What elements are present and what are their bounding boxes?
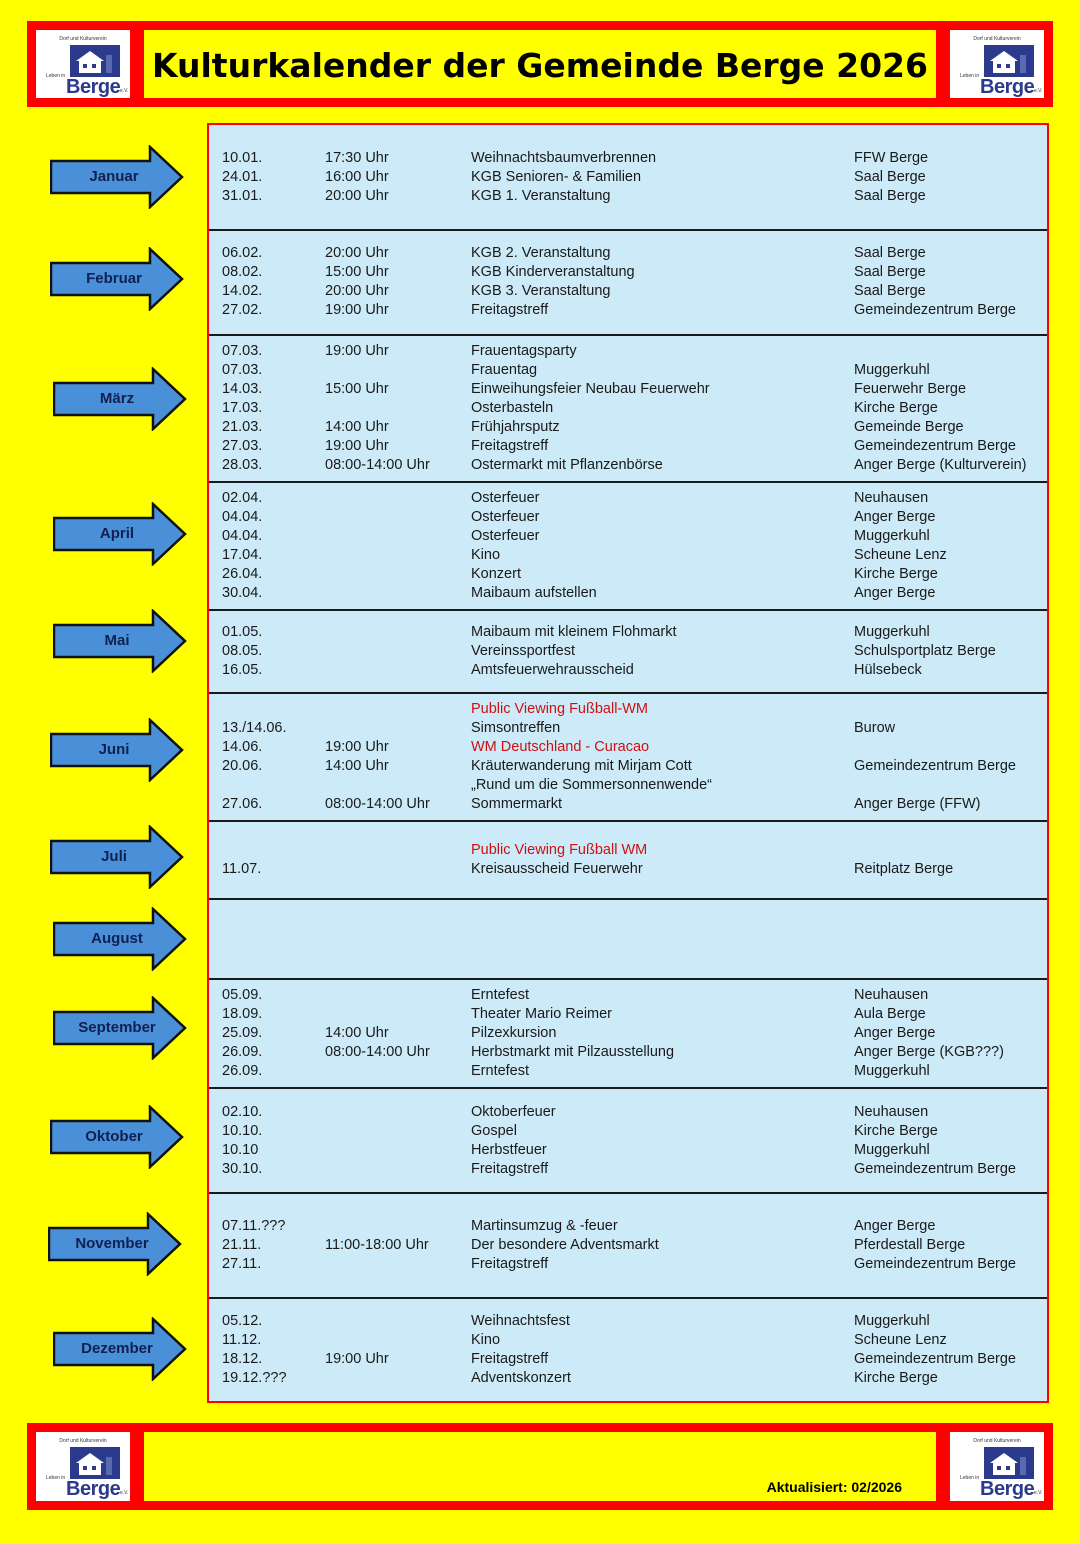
event-row <box>209 1332 1047 1351</box>
event-row <box>209 1104 1047 1123</box>
event-time: 15:00 Uhr <box>325 381 389 397</box>
event-place: Kirche Berge <box>854 400 938 416</box>
event-time: 08:00-14:00 Uhr <box>325 796 430 812</box>
event-row <box>209 1063 1047 1082</box>
month-section <box>209 1298 1047 1401</box>
event-date: 27.03. <box>222 438 263 454</box>
event-date: 26.09. <box>222 1063 263 1079</box>
event-title: Frauentagsparty <box>471 343 577 359</box>
event-title: Ostermarkt mit Pflanzenbörse <box>471 457 663 473</box>
event-row <box>209 842 1047 861</box>
event-place: Saal Berge <box>854 264 926 280</box>
event-place: Saal Berge <box>854 283 926 299</box>
event-title: Der besondere Adventsmarkt <box>471 1237 659 1253</box>
event-date: 27.11. <box>222 1256 262 1272</box>
event-row <box>209 1044 1047 1063</box>
month-label: März <box>99 390 135 407</box>
event-place: Reitplatz Berge <box>854 861 954 877</box>
event-title: KGB Senioren- & Familien <box>471 169 642 185</box>
event-place: Anger Berge (KGB???) <box>854 1044 1004 1060</box>
event-date: 14.02. <box>222 283 263 299</box>
event-title: Adventskonzert <box>471 1370 571 1386</box>
event-title: Maibaum mit kleinem Flohmarkt <box>471 624 677 640</box>
logo-ev-text: e.V. <box>1034 88 1043 94</box>
event-row <box>209 1351 1047 1370</box>
event-row <box>209 343 1047 362</box>
month-label: Juni <box>98 741 130 758</box>
event-title: Public Viewing Fußball WM <box>471 842 648 858</box>
event-title: Public Viewing Fußball-WM <box>471 701 649 717</box>
month-arrow <box>53 367 189 431</box>
event-date: 19.12.??? <box>222 1370 287 1386</box>
event-row <box>209 400 1047 419</box>
month-label: Dezember <box>81 1340 153 1357</box>
month-arrow <box>53 502 189 566</box>
event-place: Burow <box>854 720 896 736</box>
event-date: 21.11. <box>222 1237 262 1253</box>
event-row <box>209 302 1047 321</box>
month-section <box>209 821 1047 899</box>
event-title: Gospel <box>471 1123 517 1139</box>
month-arrow <box>53 996 189 1060</box>
month-arrow <box>50 825 186 889</box>
event-title: Kräuterwanderung mit Mirjam Cott <box>471 758 692 774</box>
event-date: 26.04. <box>222 566 263 582</box>
event-date: 14.03. <box>222 381 263 397</box>
event-title: Herbstmarkt mit Pilzausstellung <box>471 1044 675 1060</box>
month-section <box>209 335 1047 482</box>
event-place: Muggerkuhl <box>854 1063 930 1079</box>
event-time: 20:00 Uhr <box>325 245 389 261</box>
event-date: 07.03. <box>222 343 263 359</box>
event-place: Aula Berge <box>854 1006 926 1022</box>
month-arrow <box>53 1317 189 1381</box>
event-place: Neuhausen <box>854 1104 929 1120</box>
event-title: Freitagstreff <box>471 302 549 318</box>
event-title: Kreisausscheid Feuerwehr <box>471 861 643 877</box>
event-date: 01.05. <box>222 624 263 640</box>
event-date: 08.05. <box>222 643 263 659</box>
event-row <box>209 245 1047 264</box>
event-place: Neuhausen <box>854 987 929 1003</box>
event-date: 24.01. <box>222 169 263 185</box>
event-place: Gemeindezentrum Berge <box>854 1161 1016 1177</box>
house-icon <box>984 45 1034 77</box>
event-title: KGB 3. Veranstaltung <box>471 283 611 299</box>
month-section <box>209 899 1047 979</box>
event-row <box>209 264 1047 283</box>
event-row <box>209 1256 1047 1275</box>
month-label: April <box>99 525 135 542</box>
house-icon <box>70 45 120 77</box>
event-title: WM Deutschland - Curacao <box>471 739 650 755</box>
event-place: Kirche Berge <box>854 566 938 582</box>
event-title: Oktoberfeuer <box>471 1104 556 1120</box>
event-title: Herbstfeuer <box>471 1142 547 1158</box>
event-place: Muggerkuhl <box>854 1313 930 1329</box>
event-date: 13./14.06. <box>222 720 287 736</box>
event-date: 27.06. <box>222 796 263 812</box>
event-date: 30.10. <box>222 1161 263 1177</box>
event-date: 16.05. <box>222 662 263 678</box>
event-date: 06.02. <box>222 245 263 261</box>
logo-ev-text: e.V. <box>1034 1490 1043 1496</box>
event-date: 05.12. <box>222 1313 263 1329</box>
event-title: Osterfeuer <box>471 528 540 544</box>
section-divider <box>209 229 1047 231</box>
event-title: Vereinssportfest <box>471 643 575 659</box>
event-title: Freitagstreff <box>471 438 549 454</box>
event-title: Osterfeuer <box>471 509 540 525</box>
month-arrow <box>50 145 186 209</box>
event-place: Gemeindezentrum Berge <box>854 302 1016 318</box>
event-date: 10.10 <box>222 1142 259 1158</box>
month-arrow <box>50 718 186 782</box>
event-title: Maibaum aufstellen <box>471 585 597 601</box>
event-time: 19:00 Uhr <box>325 739 389 755</box>
event-date: 17.03. <box>222 400 263 416</box>
event-time: 20:00 Uhr <box>325 188 389 204</box>
event-date: 10.10. <box>222 1123 263 1139</box>
event-row <box>209 1161 1047 1180</box>
event-row <box>209 438 1047 457</box>
logo-word: Berge <box>980 1478 1035 1500</box>
section-divider <box>209 334 1047 336</box>
event-place: Neuhausen <box>854 490 929 506</box>
event-row <box>209 861 1047 880</box>
event-place: Saal Berge <box>854 188 926 204</box>
event-place: Anger Berge <box>854 1025 936 1041</box>
event-row <box>209 1237 1047 1256</box>
event-title: Pilzexkursion <box>471 1025 557 1041</box>
event-row <box>209 381 1047 400</box>
logo-word: Berge <box>66 1478 121 1500</box>
event-title: KGB 2. Veranstaltung <box>471 245 611 261</box>
event-row <box>209 547 1047 566</box>
event-place: Anger Berge <box>854 1218 936 1234</box>
event-row <box>209 585 1047 604</box>
event-title: Osterfeuer <box>471 490 540 506</box>
event-date: 18.09. <box>222 1006 263 1022</box>
month-label: Mai <box>104 632 130 649</box>
month-section <box>209 482 1047 610</box>
event-title: Weihnachtsbaumverbrennen <box>471 150 657 166</box>
event-place: Gemeindezentrum Berge <box>854 758 1016 774</box>
month-section <box>209 610 1047 693</box>
event-time: 14:00 Uhr <box>325 419 389 435</box>
event-title: Freitagstreff <box>471 1256 549 1272</box>
event-row <box>209 987 1047 1006</box>
logo-ev-text: e.V. <box>120 1490 129 1496</box>
event-row <box>209 1313 1047 1332</box>
header-bar <box>27 21 1053 107</box>
event-title: Einweihungsfeier Neubau Feuerwehr <box>471 381 710 397</box>
event-place: Scheune Lenz <box>854 547 947 563</box>
event-title: Freitagstreff <box>471 1351 549 1367</box>
logo-leben-text: Leben in <box>46 1475 66 1481</box>
event-row <box>209 1123 1047 1142</box>
event-time: 11:00-18:00 Uhr <box>325 1237 429 1253</box>
month-arrow <box>53 907 189 971</box>
event-row <box>209 1142 1047 1161</box>
month-label: Februar <box>86 270 142 287</box>
event-title: „Rund um die Sommersonnenwende“ <box>471 777 712 793</box>
month-section <box>209 125 1047 230</box>
event-date: 10.01. <box>222 150 263 166</box>
event-place: Anger Berge <box>854 509 936 525</box>
event-date: 18.12. <box>222 1351 263 1367</box>
event-place: Kirche Berge <box>854 1370 938 1386</box>
event-place: Gemeindezentrum Berge <box>854 438 1016 454</box>
event-date: 28.03. <box>222 457 263 473</box>
event-date: 14.06. <box>222 739 263 755</box>
month-section <box>209 693 1047 821</box>
logo-leben-text: Leben in <box>46 73 66 79</box>
event-place: Schulsportplatz Berge <box>854 643 996 659</box>
logo-leben-text: Leben in <box>960 73 980 79</box>
event-date: 17.04. <box>222 547 263 563</box>
month-arrow <box>53 609 189 673</box>
logo-org-text: Dorf und Kulturverein <box>973 36 1021 42</box>
event-place: FFW Berge <box>854 150 929 166</box>
event-time: 19:00 Uhr <box>325 438 389 454</box>
section-divider <box>209 898 1047 900</box>
month-section <box>209 1193 1047 1298</box>
event-date: 30.04. <box>222 585 263 601</box>
house-icon <box>70 1447 120 1479</box>
event-date: 08.02. <box>222 264 263 280</box>
event-title: Weihnachtsfest <box>471 1313 570 1329</box>
page-title: Kulturkalender der Gemeinde Berge 2026 <box>152 46 928 85</box>
event-place: Scheune Lenz <box>854 1332 947 1348</box>
event-row <box>209 1370 1047 1389</box>
event-place: Gemeindezentrum Berge <box>854 1351 1016 1367</box>
event-row <box>209 362 1047 381</box>
event-date: 21.03. <box>222 419 263 435</box>
event-title: Freitagstreff <box>471 1161 549 1177</box>
month-section <box>209 1088 1047 1193</box>
event-row <box>209 528 1047 547</box>
event-place: Anger Berge (FFW) <box>854 796 981 812</box>
logo-org-text: Dorf und Kulturverein <box>59 36 107 42</box>
event-place: Feuerwehr Berge <box>854 381 967 397</box>
event-place: Gemeinde Berge <box>854 419 964 435</box>
month-label: November <box>75 1235 149 1252</box>
event-title: Erntefest <box>471 1063 530 1079</box>
event-time: 14:00 Uhr <box>325 758 389 774</box>
event-title: Simsontreffen <box>471 720 561 736</box>
event-date: 02.10. <box>222 1104 263 1120</box>
event-date: 11.12. <box>222 1332 262 1348</box>
event-date: 02.04. <box>222 490 263 506</box>
event-place: Muggerkuhl <box>854 362 930 378</box>
event-row <box>209 701 1047 720</box>
event-place: Muggerkuhl <box>854 1142 930 1158</box>
event-row <box>209 490 1047 509</box>
footer-box <box>144 1432 936 1501</box>
logo <box>950 1432 1044 1501</box>
month-label: August <box>91 930 143 947</box>
event-date: 04.04. <box>222 528 263 544</box>
event-row <box>209 720 1047 739</box>
event-row <box>209 188 1047 207</box>
event-time: 16:00 Uhr <box>325 169 389 185</box>
month-label: Juli <box>101 848 127 865</box>
event-time: 08:00-14:00 Uhr <box>325 1044 430 1060</box>
event-row <box>209 1006 1047 1025</box>
month-section <box>209 230 1047 335</box>
logo-word: Berge <box>66 76 121 98</box>
event-date: 05.09. <box>222 987 263 1003</box>
event-time: 17:30 Uhr <box>325 150 389 166</box>
section-divider <box>209 1297 1047 1299</box>
event-place: Saal Berge <box>854 169 926 185</box>
logo-org-text: Dorf und Kulturverein <box>59 1438 107 1444</box>
event-row <box>209 777 1047 796</box>
event-row <box>209 283 1047 302</box>
event-row <box>209 1218 1047 1237</box>
logo-ev-text: e.V. <box>120 88 129 94</box>
event-row <box>209 624 1047 643</box>
event-row <box>209 150 1047 169</box>
event-row <box>209 457 1047 476</box>
event-row <box>209 796 1047 815</box>
event-time: 08:00-14:00 Uhr <box>325 457 430 473</box>
event-time: 19:00 Uhr <box>325 302 389 318</box>
event-time: 15:00 Uhr <box>325 264 389 280</box>
section-divider <box>209 820 1047 822</box>
section-divider <box>209 481 1047 483</box>
event-place: Anger Berge <box>854 585 936 601</box>
section-divider <box>209 1087 1047 1089</box>
event-title: Theater Mario Reimer <box>471 1006 613 1022</box>
event-row <box>209 643 1047 662</box>
event-row <box>209 662 1047 681</box>
event-date: 07.11.??? <box>222 1218 286 1234</box>
month-arrow <box>48 1212 184 1276</box>
event-place: Hülsebeck <box>854 662 922 678</box>
house-icon <box>984 1447 1034 1479</box>
footer-bar <box>27 1423 1053 1510</box>
event-place: Pferdestall Berge <box>854 1237 966 1253</box>
event-date: 07.03. <box>222 362 263 378</box>
header-title-box <box>144 30 936 98</box>
logo-word: Berge <box>980 76 1035 98</box>
event-date: 27.02. <box>222 302 263 318</box>
event-date: 31.01. <box>222 188 263 204</box>
section-divider <box>209 978 1047 980</box>
event-time: 19:00 Uhr <box>325 343 389 359</box>
month-arrow <box>50 1105 186 1169</box>
event-title: Kino <box>471 1332 501 1348</box>
event-title: Frauentag <box>471 362 538 378</box>
event-row <box>209 509 1047 528</box>
event-row <box>209 419 1047 438</box>
month-label: Oktober <box>85 1128 143 1145</box>
logo <box>36 30 130 98</box>
event-place: Muggerkuhl <box>854 528 930 544</box>
event-time: 19:00 Uhr <box>325 1351 389 1367</box>
event-title: Kino <box>471 547 501 563</box>
logo-leben-text: Leben in <box>960 1475 980 1481</box>
event-title: Konzert <box>471 566 521 582</box>
event-place: Saal Berge <box>854 245 926 261</box>
event-time: 20:00 Uhr <box>325 283 389 299</box>
month-section <box>209 979 1047 1088</box>
month-label: Januar <box>89 168 139 185</box>
event-title: Frühjahrsputz <box>471 419 560 435</box>
event-row <box>209 169 1047 188</box>
event-place: Gemeindezentrum Berge <box>854 1256 1016 1272</box>
event-row <box>209 739 1047 758</box>
event-row <box>209 1025 1047 1044</box>
event-title: Osterbasteln <box>471 400 554 416</box>
event-title: Erntefest <box>471 987 530 1003</box>
event-title: KGB 1. Veranstaltung <box>471 188 611 204</box>
logo <box>950 30 1044 98</box>
event-date: 11.07. <box>222 861 262 877</box>
event-title: Sommermarkt <box>471 796 563 812</box>
event-time: 14:00 Uhr <box>325 1025 389 1041</box>
event-date: 20.06. <box>222 758 263 774</box>
logo-org-text: Dorf und Kulturverein <box>973 1438 1021 1444</box>
event-title: Amtsfeuerwehrausscheid <box>471 662 634 678</box>
event-place: Muggerkuhl <box>854 624 930 640</box>
event-date: 25.09. <box>222 1025 263 1041</box>
event-place: Anger Berge (Kulturverein) <box>854 457 1027 473</box>
updated-label: Aktualisiert: 02/2026 <box>766 1479 902 1495</box>
section-divider <box>209 1192 1047 1194</box>
event-date: 04.04. <box>222 509 263 525</box>
event-row <box>209 758 1047 777</box>
event-title: Martinsumzug & -feuer <box>471 1218 618 1234</box>
event-date: 26.09. <box>222 1044 263 1060</box>
section-divider <box>209 692 1047 694</box>
event-title: KGB Kinderveranstaltung <box>471 264 635 280</box>
event-row <box>209 566 1047 585</box>
section-divider <box>209 609 1047 611</box>
month-arrow <box>50 247 186 311</box>
event-place: Kirche Berge <box>854 1123 938 1139</box>
logo <box>36 1432 130 1501</box>
month-label: September <box>78 1019 156 1036</box>
